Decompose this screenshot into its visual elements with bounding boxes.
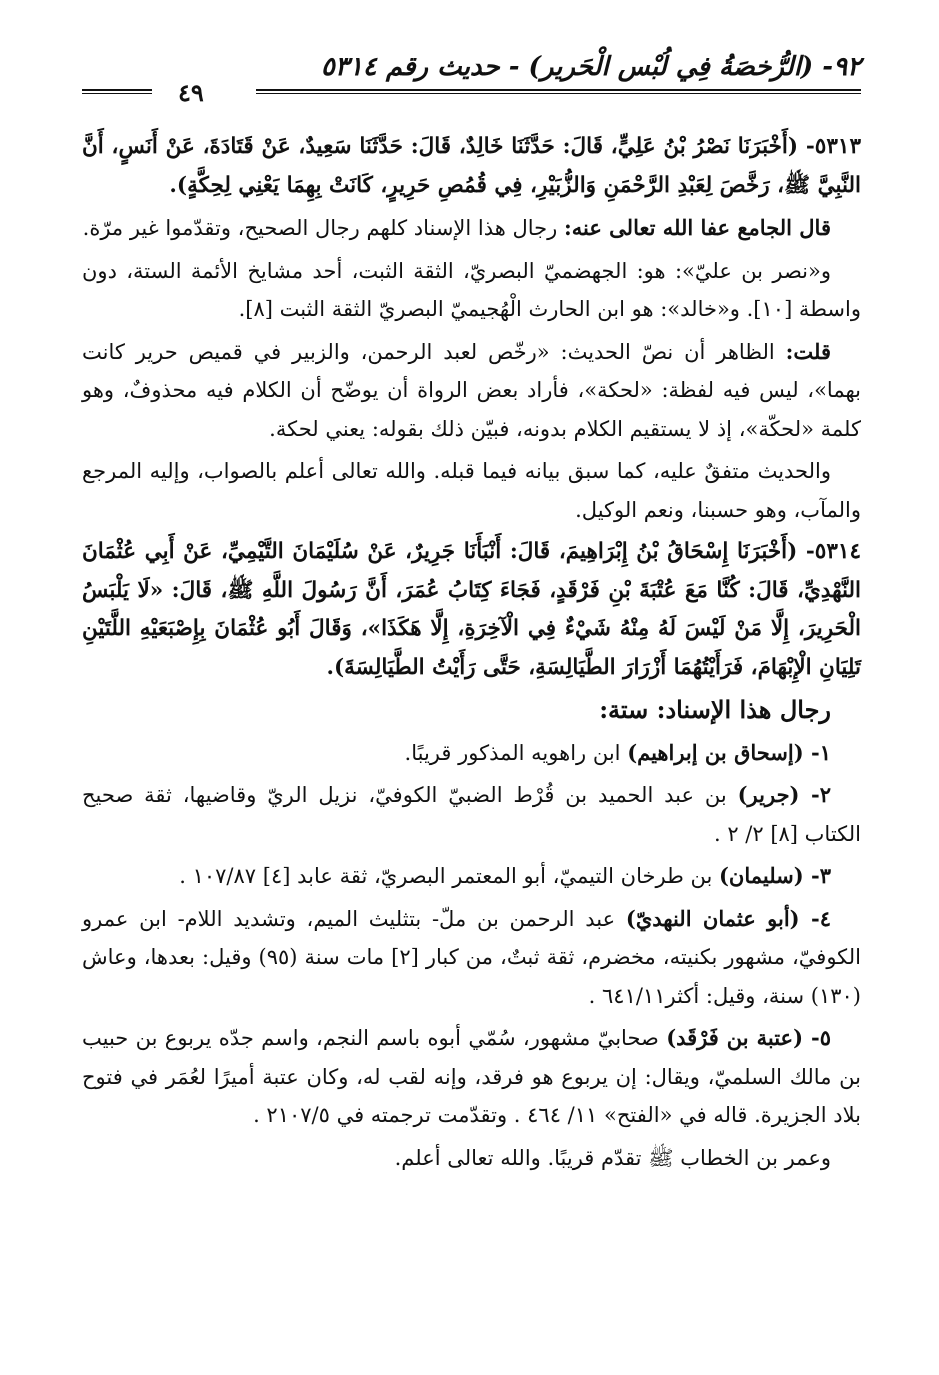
header-title: ٩٢- (الرُّخصَةُ فِي لُبْس الْحَرير) - حديث رقم ٥٣١٤	[320, 52, 861, 82]
narrator-name: ٣- (سليمان)	[718, 863, 831, 888]
narrator-name: ١- (إسحاق بن إبراهيم)	[627, 739, 831, 765]
paragraph-lead: قال الجامع عفا الله تعالى عنه:	[563, 215, 831, 240]
page-header	[82, 52, 861, 107]
narrator-text: بن طرخان التيميّ، أبو المعتمر البصريّ، ثقة عابد [٤] ١٠٧/٨٧ .	[179, 864, 719, 888]
paragraph-narrators-note: و«نصر بن عليّ»: هو: الجهضميّ البصريّ، الثقة الثبت، أحد مشايخ الأئمة الستة، دون واسطة [١٠]. و«خالد»: هو ابن الحارث الْهُجيميّ البصريّ الثقة الثبت [٨].	[82, 258, 861, 321]
paragraph-commentary-1	[82, 209, 861, 248]
narrator-name: ٢- (جرير)	[737, 782, 831, 807]
narrator-1	[82, 734, 861, 773]
narrator-text: بن عبد الحميد بن قُرْط الضبيّ الكوفيّ، نزيل الريّ وقاضيها، ثقة صحيح الكتاب [٨] ٢/ ٢ .	[82, 783, 861, 846]
page-body	[82, 128, 861, 1181]
header-rule-short	[82, 89, 152, 94]
paragraph-commentary-2	[82, 333, 861, 449]
paragraph-closing: وعمر بن الخطاب ﷺ تقدّم قريبًا. والله تعالى أعلم.	[394, 1145, 831, 1170]
hadith-5314: ٥٣١٤- (أَخْبَرَنَا إِسْحَاقُ بْنُ إِبْرَاهِيمَ، قَالَ: أَنْبَأَنَا جَرِيرٌ، عَنْ سُلَيْمَانَ التَّيْمِيِّ، عَنْ أَبِي عُثْمَانَ النَّهْدِيِّ، قَالَ: كُنَّا مَعَ عُتْبَةَ بْنِ فَرْقَدٍ، فَجَاءَ كِتَابُ عُمَرَ، أَنَّ رَسُولَ اللَّهِ ﷺ، قَالَ: «لَا يَلْبَسُ الْحَرِيرَ، إِلَّا مَنْ لَيْسَ لَهُ مِنْهُ شَيْءٌ فِي الْآخِرَةِ، إِلَّا هَكَذَا»، وَقَالَ أَبُو عُثْمَانَ بِإِصْبَعَيْهِ اللَّتَيْنِ تَلِيَانِ الْإِبْهَامَ، فَرَأَيْتُهُمَا أَزْرَارَ الطَّيَالِسَةِ، حَتَّى رَأَيْتُ الطَّيَالِسَةَ).	[82, 539, 861, 680]
narrator-text: صحابيّ مشهور، سُمّي أبوه باسم النجم، واسم جدّه يربوع بن حبيب بن مالك السلميّ، ويقال: إن يربوع هو فرقد، وإنه لقب له، وكان عتبة أميرًا لعُمَر في فتوح بلاد الجزيرة. قاله في «الفتح» ١١/ ٤٦٤ . وتقدّمت ترجمته في ٢١٠٧/٥ .	[82, 1026, 861, 1127]
header-rule	[256, 89, 861, 94]
paragraph-text: رجال هذا الإسناد كلهم رجال الصحيح، وتقدّموا غير مرّة.	[82, 216, 564, 240]
narrator-name: ٥- (عتبة بن فَرْقَد)	[666, 1025, 831, 1050]
paragraph-text: الظاهر أن نصّ الحديث: «رخّص لعبد الرحمن، والزبير في قميص حرير كانت بهما»، ليس فيه لفظة: «لحكة»، فأراد بعض الرواة أن يوضّح أن الكلام فيه محذوفٌ، وهو كلمة «لحكّة»، إذ لا يستقيم الكلام بدونه، فبيّن ذلك بقوله: يعني لحكة.	[82, 339, 861, 441]
page-number: ٤٩	[178, 78, 204, 107]
narrator-5	[82, 1019, 861, 1135]
section-heading: رجال هذا الإسناد: ستة:	[599, 695, 831, 724]
narrator-text: عبد الرحمن بن ملّ- بتثليث الميم، وتشديد اللام- ابن عمرو الكوفيّ، مشهور بكنيته، مخضرم، ثقة ثبتٌ، من كبار [٢] مات سنة (٩٥) وقيل: بعدها، وعاش (١٣٠) سنة، وقيل: أكثر٦٤١/١١ .	[82, 906, 861, 1008]
paragraph-lead: قلت:	[785, 338, 831, 364]
narrator-text: ابن راهويه المذكور قريبًا.	[404, 740, 628, 765]
paragraph-conclusion: والحديث متفقٌ عليه، كما سبق بيانه فيما قبله. والله تعالى أعلم بالصواب، وإليه المرجع والمآب، وهو حسبنا، ونعم الوكيل.	[82, 459, 861, 522]
hadith-5313: ٥٣١٣- (أَخْبَرَنَا نَصْرُ بْنُ عَلِيٍّ، قَالَ: حَدَّثَنَا خَالِدٌ، قَالَ: حَدَّثَنَا سَعِيدٌ، عَنْ قَتَادَةَ، عَنْ أَنَسٍ، أَنَّ النَّبِيَّ ﷺ، رَخَّصَ لِعَبْدِ الرَّحْمَنِ وَالزُّبَيْرِ، فِي قُمُصِ حَرِيرٍ، كَانَتْ بِهِمَا يَعْنِي لِحِكَّةٍ).	[82, 134, 861, 198]
narrator-name: ٤- (أبو عثمان النهديّ)	[625, 905, 831, 931]
narrator-2	[82, 776, 861, 853]
narrator-3	[82, 857, 861, 896]
narrator-4	[82, 900, 861, 1016]
